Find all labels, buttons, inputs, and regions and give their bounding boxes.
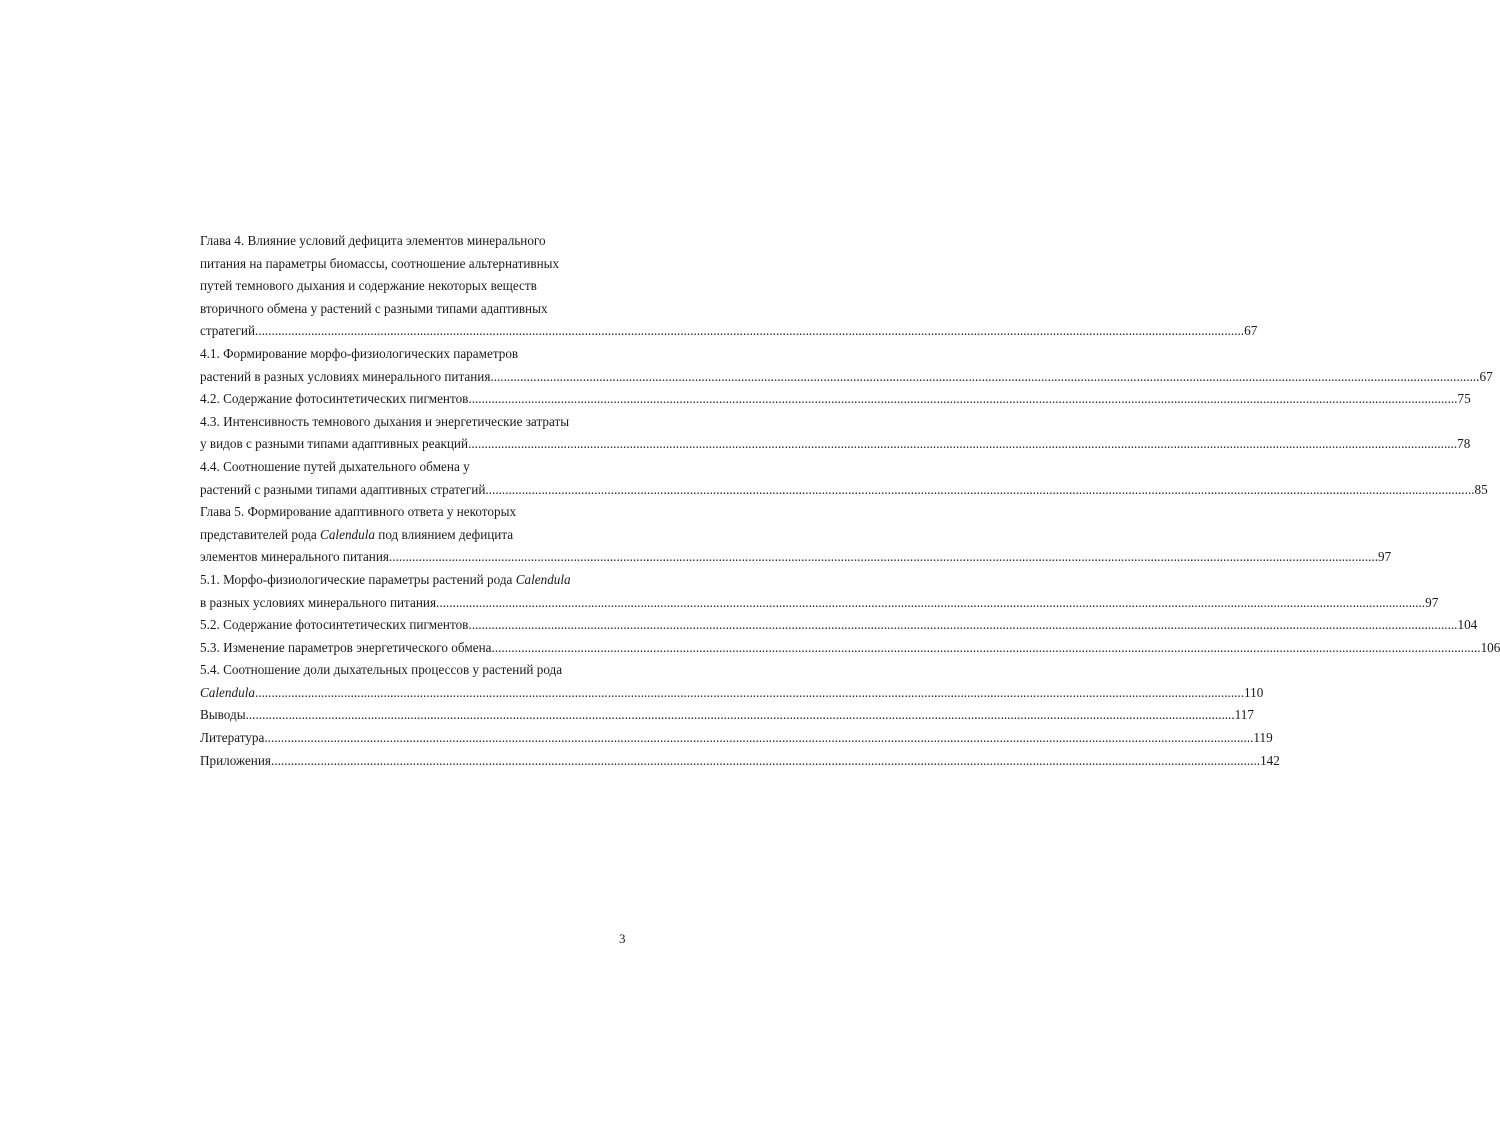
toc-entry-text xyxy=(200,682,255,705)
toc-entry-text xyxy=(200,704,246,727)
toc-line xyxy=(200,614,1478,637)
toc-text: Выводы xyxy=(200,707,246,723)
toc-text: 5.1. Морфо-физиологические параметры растений рода xyxy=(200,571,513,587)
toc-line xyxy=(200,320,1258,343)
toc-line xyxy=(200,659,632,682)
toc-entry-text xyxy=(200,479,485,502)
toc-line xyxy=(200,637,1500,660)
toc-entry-text xyxy=(200,662,562,677)
toc-line xyxy=(200,524,632,547)
toc-line xyxy=(200,592,1439,615)
toc-line xyxy=(200,253,632,276)
toc-text: Глава 5. Формирование адаптивного ответа у некоторых xyxy=(200,504,517,520)
toc-text: Литература xyxy=(200,730,265,746)
toc-entry-text xyxy=(200,459,470,474)
toc-entry-text xyxy=(200,278,537,293)
toc-text: представителей рода xyxy=(200,526,317,542)
toc-line xyxy=(200,230,632,253)
toc-text: 4.4. Соотношение путей дыхательного обмена у xyxy=(200,458,470,474)
toc-text: путей темнового дыхания и содержание некоторых веществ xyxy=(200,278,537,294)
toc-line xyxy=(200,411,632,434)
toc-line xyxy=(200,388,1471,411)
toc-text: 5.3. Изменение параметров энергетического обмена xyxy=(200,639,492,655)
toc-entry-text xyxy=(200,614,468,637)
toc-line xyxy=(200,569,632,592)
toc-leader-dots: ............................................................................................................................................................................................................................................................................................................ xyxy=(264,730,1254,746)
toc-line xyxy=(200,456,632,479)
toc-entry-text xyxy=(200,301,548,316)
toc-entry-text xyxy=(200,527,513,542)
toc-entry-text xyxy=(200,366,490,389)
toc-entry-text xyxy=(200,637,492,660)
toc-text: Глава 4. Влияние условий дефицита элементов минерального xyxy=(200,233,546,248)
toc-leader-dots: ............................................................................................................................................................................................................................................................................................................ xyxy=(468,617,1458,633)
toc-leader-dots: ............................................................................................................................................................................................................................................................................................................ xyxy=(491,639,1481,655)
toc-entry-text xyxy=(200,414,569,429)
toc-text: 4.2. Содержание фотосинтетических пигментов xyxy=(200,391,469,407)
toc-page-number: 97 xyxy=(1425,594,1439,610)
toc-text: в разных условиях минерального питания xyxy=(200,594,437,610)
toc-text: растений с разными типами адаптивных стратегий xyxy=(200,481,486,497)
toc-line xyxy=(200,546,1392,569)
toc-leader-dots: ............................................................................................................................................................................................................................................................................................................ xyxy=(468,436,1458,452)
toc-text: у видов с разными типами адаптивных реакций xyxy=(200,436,469,452)
toc-entry-text xyxy=(200,320,255,343)
toc-line xyxy=(200,275,632,298)
toc-page-number: 67 xyxy=(1479,368,1493,384)
toc-page-number: 97 xyxy=(1378,549,1392,565)
toc-entry-text xyxy=(200,504,516,519)
toc-text: 4.1. Формирование морфо-физиологических параметров xyxy=(200,345,519,361)
toc-line xyxy=(200,501,632,524)
toc-leader-dots: ............................................................................................................................................................................................................................................................................................................ xyxy=(436,594,1426,610)
toc-text: стратегий xyxy=(200,323,256,339)
toc-leader-dots: ............................................................................................................................................................................................................................................................................................................ xyxy=(255,323,1245,339)
toc-line xyxy=(200,366,1493,389)
toc-page-number: 78 xyxy=(1457,436,1471,452)
toc-entry-text xyxy=(200,727,264,750)
toc-entry-text xyxy=(200,592,436,615)
toc-page-number: 142 xyxy=(1260,752,1280,768)
toc-leader-dots: ............................................................................................................................................................................................................................................................................................................ xyxy=(388,549,1379,565)
toc-line xyxy=(200,704,1254,727)
toc-entry-text xyxy=(200,346,518,361)
toc-page-number: 110 xyxy=(1244,684,1264,700)
toc-leader-dots: ............................................................................................................................................................................................................................................................................................................ xyxy=(254,684,1245,700)
toc-line xyxy=(200,727,1273,750)
toc-leader-dots: ............................................................................................................................................................................................................................................................................................................ xyxy=(490,368,1480,384)
toc-text: вторичного обмена у растений с разными типами адаптивных xyxy=(200,300,548,316)
toc-entry-text xyxy=(200,433,468,456)
toc-line xyxy=(200,750,1280,773)
toc-text: растений в разных условиях минерального питания xyxy=(200,368,491,384)
toc-leader-dots: ............................................................................................................................................................................................................................................................................................................ xyxy=(468,391,1458,407)
toc-text: 5.2. Содержание фотосинтетических пигментов xyxy=(200,617,469,633)
toc-italic-term: Calendula xyxy=(200,684,255,700)
toc-line xyxy=(200,433,1471,456)
toc-page-number: 119 xyxy=(1253,730,1273,746)
toc-line xyxy=(200,343,632,366)
toc-entry-text xyxy=(200,546,389,569)
toc-line xyxy=(200,682,1264,705)
toc-entry-text xyxy=(200,572,571,587)
toc-entry-text xyxy=(200,256,559,271)
toc-italic-term: Calendula xyxy=(320,526,375,542)
page-number: 3 xyxy=(619,931,626,946)
toc-text: элементов минерального питания xyxy=(200,549,389,565)
toc-page-number: 85 xyxy=(1474,481,1488,497)
toc-page-number: 106 xyxy=(1480,639,1500,655)
toc-text: 4.3. Интенсивность темнового дыхания и энергетические затраты xyxy=(200,413,570,429)
toc-text: питания на параметры биомассы, соотношение альтернативных xyxy=(200,255,560,271)
toc-line xyxy=(200,479,1488,502)
toc-page-number: 117 xyxy=(1234,707,1254,723)
table-of-contents xyxy=(200,230,1500,772)
toc-entry-text xyxy=(200,388,468,411)
toc-line xyxy=(200,298,632,321)
toc-leader-dots: ............................................................................................................................................................................................................................................................................................................ xyxy=(485,481,1475,497)
toc-leader-dots: ............................................................................................................................................................................................................................................................................................................ xyxy=(245,707,1235,723)
toc-italic-term: Calendula xyxy=(515,571,571,587)
toc-text: Приложения xyxy=(200,752,271,768)
toc-page-number: 104 xyxy=(1457,617,1478,633)
toc-entry-text xyxy=(200,750,271,773)
toc-text-after: под влиянием дефицита xyxy=(374,526,514,542)
toc-page-number: 75 xyxy=(1457,391,1471,407)
toc-text: 5.4. Соотношение доли дыхательных процессов у растений рода xyxy=(200,662,563,678)
toc-entry-text xyxy=(200,233,546,248)
toc-leader-dots: ............................................................................................................................................................................................................................................................................................................ xyxy=(271,752,1261,768)
toc-page-number: 67 xyxy=(1244,323,1258,339)
